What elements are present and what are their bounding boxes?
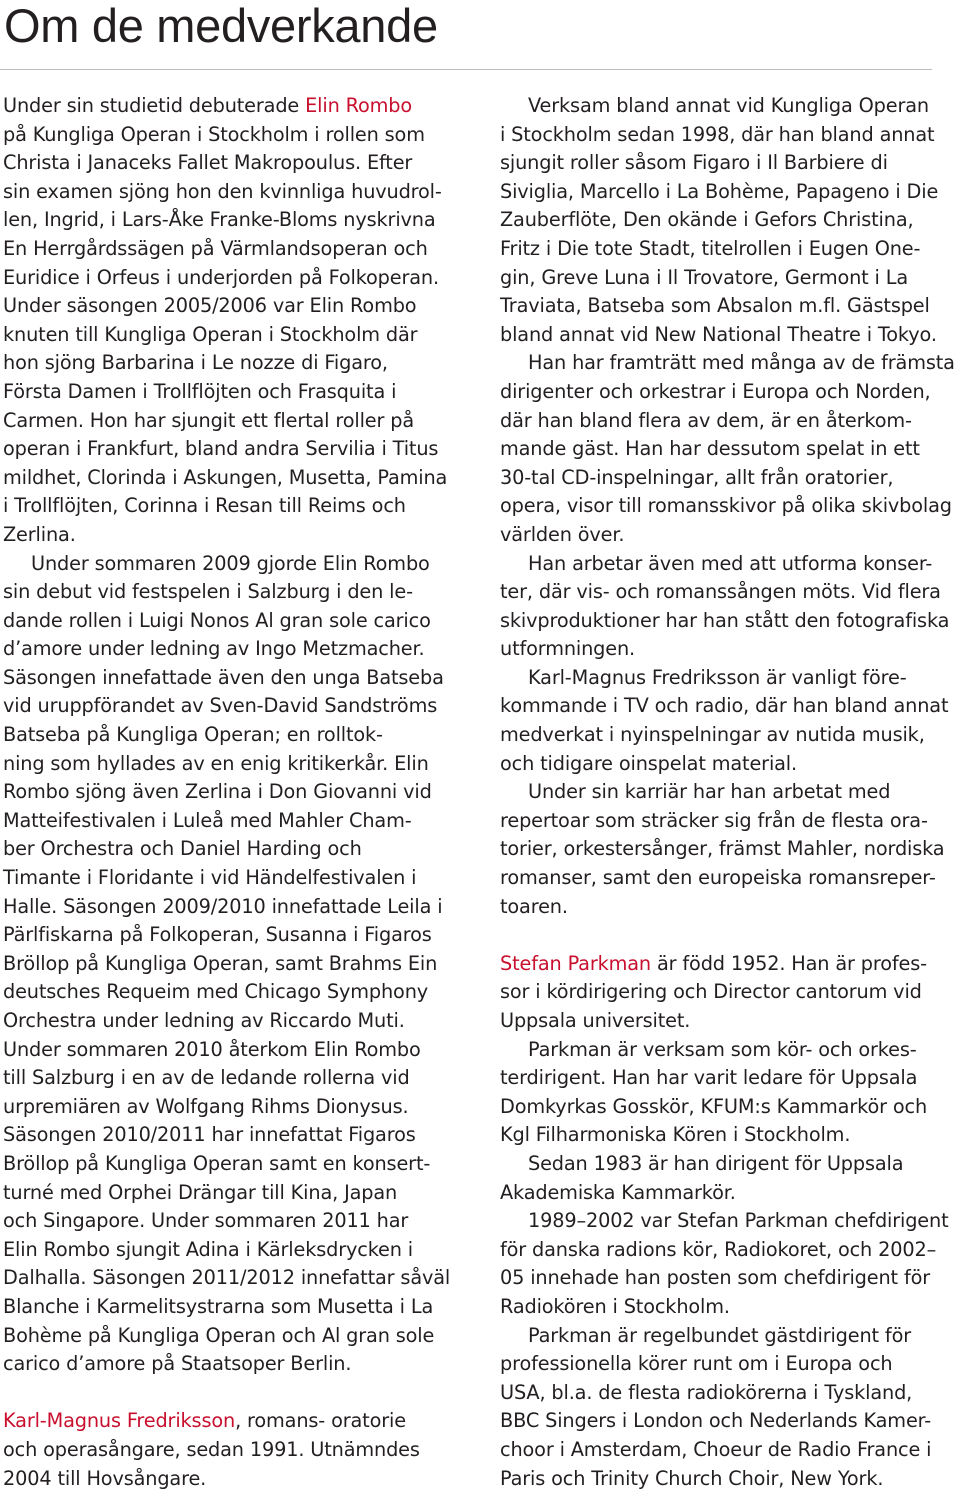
text-line: Verksam bland annat vid Kungliga Operan	[500, 92, 958, 121]
text-fragment: är född 1952. Han är profes-	[651, 952, 927, 975]
text-line: Under sommaren 2010 återkom Elin Rombo	[3, 1036, 455, 1065]
performer-name: Karl-Magnus Fredriksson	[3, 1409, 235, 1432]
text-line: Parkman är regelbundet gästdirigent för	[500, 1322, 958, 1351]
text-line: Orchestra under ledning av Riccardo Muti.	[3, 1007, 455, 1036]
text-line: Under sommaren 2009 gjorde Elin Rombo	[3, 550, 455, 579]
text-fragment: Under sin studietid debuterade	[3, 94, 305, 117]
text-line: Säsongen innefattade även den unga Batseba	[3, 664, 455, 693]
paragraph-gap	[3, 1379, 455, 1408]
text-line: världen över.	[500, 521, 958, 550]
text-line: opera, visor till romansskivor på olika skivbolag	[500, 492, 958, 521]
text-line: i Trollflöjten, Corinna i Resan till Reims och	[3, 492, 455, 521]
text-line: Zauberflöte, Den okände i Gefors Christina,	[500, 206, 958, 235]
paragraph-gap	[500, 921, 958, 950]
text-line: där han bland flera av dem, är en återkom-	[500, 407, 958, 436]
text-line: medverkat i nyinspelningar av nutida musik,	[500, 721, 958, 750]
text-line: utformningen.	[500, 635, 958, 664]
text-line: Uppsala universitet.	[500, 1007, 958, 1036]
title-divider	[0, 69, 932, 70]
text-line: sor i kördirigering och Director cantorum vid	[500, 978, 958, 1007]
text-line: Domkyrkas Gosskör, KFUM:s Kammarkör och	[500, 1093, 958, 1122]
text-line: carico d’amore på Staatsoper Berlin.	[3, 1350, 455, 1379]
text-line: mande gäst. Han har dessutom spelat in ett	[500, 435, 958, 464]
performer-name: Elin Rombo	[305, 94, 412, 117]
text-line: repertoar som sträcker sig från de flesta ora-	[500, 807, 958, 836]
text-line: len, Ingrid, i Lars-Åke Franke-Bloms nyskrivna	[3, 206, 455, 235]
text-line	[3, 92, 455, 121]
text-line: romanser, samt den europeiska romansreper-	[500, 864, 958, 893]
text-line: turné med Orphei Drängar till Kina, Japan	[3, 1179, 455, 1208]
text-line	[500, 950, 958, 979]
text-line: urpremiären av Wolfgang Rihms Dionysus.	[3, 1093, 455, 1122]
text-line: Han arbetar även med att utforma konser-	[500, 550, 958, 579]
text-line: gin, Greve Luna i Il Trovatore, Germont i La	[500, 264, 958, 293]
text-line: Karl-Magnus Fredriksson är vanligt före-	[500, 664, 958, 693]
text-line: Pärlfiskarna på Folkoperan, Susanna i Figaros	[3, 921, 455, 950]
text-line: Parkman är verksam som kör- och orkes-	[500, 1036, 958, 1065]
text-line: dirigenter och orkestrar i Europa och Norden,	[500, 378, 958, 407]
text-line: Siviglia, Marcello i La Bohème, Papageno i Die	[500, 178, 958, 207]
text-line: USA, bl.a. de flesta radiokörerna i Tyskland,	[500, 1379, 958, 1408]
text-fragment: , romans- oratorie	[235, 1409, 406, 1432]
text-line: operan i Frankfurt, bland andra Servilia i Titus	[3, 435, 455, 464]
text-line: hon sjöng Barbarina i Le nozze di Figaro,	[3, 349, 455, 378]
text-line: Kgl Filharmoniska Kören i Stockholm.	[500, 1121, 958, 1150]
text-line: och Singapore. Under sommaren 2011 har	[3, 1207, 455, 1236]
text-line	[3, 1407, 455, 1436]
text-line: Bröllop på Kungliga Operan samt en konsert-	[3, 1150, 455, 1179]
text-line: knuten till Kungliga Operan i Stockholm där	[3, 321, 455, 350]
text-line: choor i Amsterdam, Choeur de Radio France i	[500, 1436, 958, 1465]
text-line: d’amore under ledning av Ingo Metzmacher.	[3, 635, 455, 664]
text-line: 30-tal CD-inspelningar, allt från oratorier,	[500, 464, 958, 493]
text-line: till Salzburg i en av de ledande rollerna vid	[3, 1064, 455, 1093]
text-line: toaren.	[500, 893, 958, 922]
text-line: 2004 till Hovsångare.	[3, 1465, 455, 1493]
text-line: bland annat vid New National Theatre i Tokyo.	[500, 321, 958, 350]
page-title: Om de medverkande	[4, 0, 438, 52]
text-line: vid uruppförandet av Sven-David Sandströms	[3, 692, 455, 721]
text-line: deutsches Requeim med Chicago Symphony	[3, 978, 455, 1007]
text-line: Elin Rombo sjungit Adina i Kärleksdrycken i	[3, 1236, 455, 1265]
text-line: Dalhalla. Säsongen 2011/2012 innefattar såväl	[3, 1264, 455, 1293]
text-line: sjungit roller såsom Figaro i Il Barbiere di	[500, 149, 958, 178]
text-line: på Kungliga Operan i Stockholm i rollen som	[3, 121, 455, 150]
text-line: Paris och Trinity Church Choir, New York.	[500, 1465, 958, 1493]
text-line: Euridice i Orfeus i underjorden på Folkoperan.	[3, 264, 455, 293]
text-line: Första Damen i Trollflöjten och Frasquita i	[3, 378, 455, 407]
text-line: dande rollen i Luigi Nonos Al gran sole carico	[3, 607, 455, 636]
text-line: Han har framträtt med många av de främsta	[500, 349, 958, 378]
text-line: torier, orkestersånger, främst Mahler, nordiska	[500, 835, 958, 864]
text-line: Bohème på Kungliga Operan och Al gran sole	[3, 1322, 455, 1351]
text-line: Batseba på Kungliga Operan; en rolltok-	[3, 721, 455, 750]
text-line: Blanche i Karmelitsystrarna som Musetta i La	[3, 1293, 455, 1322]
right-text-column	[500, 92, 958, 1493]
text-line: kommande i TV och radio, där han bland annat	[500, 692, 958, 721]
text-line: skivproduktioner har han stått den fotografiska	[500, 607, 958, 636]
left-text-column	[3, 92, 455, 1493]
text-line: i Stockholm sedan 1998, där han bland annat	[500, 121, 958, 150]
text-line: Halle. Säsongen 2009/2010 innefattade Leila i	[3, 893, 455, 922]
text-line: Under sin karriär har han arbetat med	[500, 778, 958, 807]
text-line: BBC Singers i London och Nederlands Kamer-	[500, 1407, 958, 1436]
text-line: ber Orchestra och Daniel Harding och	[3, 835, 455, 864]
text-line: Under säsongen 2005/2006 var Elin Rombo	[3, 292, 455, 321]
text-line: Timante i Floridante i vid Händelfestivalen i	[3, 864, 455, 893]
text-line: mildhet, Clorinda i Askungen, Musetta, Pamina	[3, 464, 455, 493]
text-line: Akademiska Kammarkör.	[500, 1179, 958, 1208]
performer-name: Stefan Parkman	[500, 952, 651, 975]
text-line: och tidigare oinspelat material.	[500, 750, 958, 779]
text-line: ter, där vis- och romanssången möts. Vid flera	[500, 578, 958, 607]
text-line: 1989–2002 var Stefan Parkman chefdirigent	[500, 1207, 958, 1236]
text-line: för danska radions kör, Radiokoret, och 2002–	[500, 1236, 958, 1265]
text-line: Fritz i Die tote Stadt, titelrollen i Eugen One-	[500, 235, 958, 264]
text-line: Zerlina.	[3, 521, 455, 550]
text-line: Carmen. Hon har sjungit ett flertal roller på	[3, 407, 455, 436]
text-line: ning som hyllades av en enig kritikerkår. Elin	[3, 750, 455, 779]
text-line: Säsongen 2010/2011 har innefattat Figaros	[3, 1121, 455, 1150]
text-line: En Herrgårdssägen på Värmlandsoperan och	[3, 235, 455, 264]
text-line: Matteifestivalen i Luleå med Mahler Cham-	[3, 807, 455, 836]
text-line: sin debut vid festspelen i Salzburg i den le-	[3, 578, 455, 607]
text-line: Sedan 1983 är han dirigent för Uppsala	[500, 1150, 958, 1179]
text-line: Radiokören i Stockholm.	[500, 1293, 958, 1322]
text-line: och operasångare, sedan 1991. Utnämndes	[3, 1436, 455, 1465]
text-line: Christa i Janaceks Fallet Makropoulus. Efter	[3, 149, 455, 178]
text-line: professionella körer runt om i Europa och	[500, 1350, 958, 1379]
text-line: Bröllop på Kungliga Operan, samt Brahms Ein	[3, 950, 455, 979]
text-line: terdirigent. Han har varit ledare för Uppsala	[500, 1064, 958, 1093]
text-line: Rombo sjöng även Zerlina i Don Giovanni vid	[3, 778, 455, 807]
text-line: Traviata, Batseba som Absalon m.fl. Gästspel	[500, 292, 958, 321]
text-line: 05 innehade han posten som chefdirigent för	[500, 1264, 958, 1293]
text-line: sin examen sjöng hon den kvinnliga huvudrol-	[3, 178, 455, 207]
